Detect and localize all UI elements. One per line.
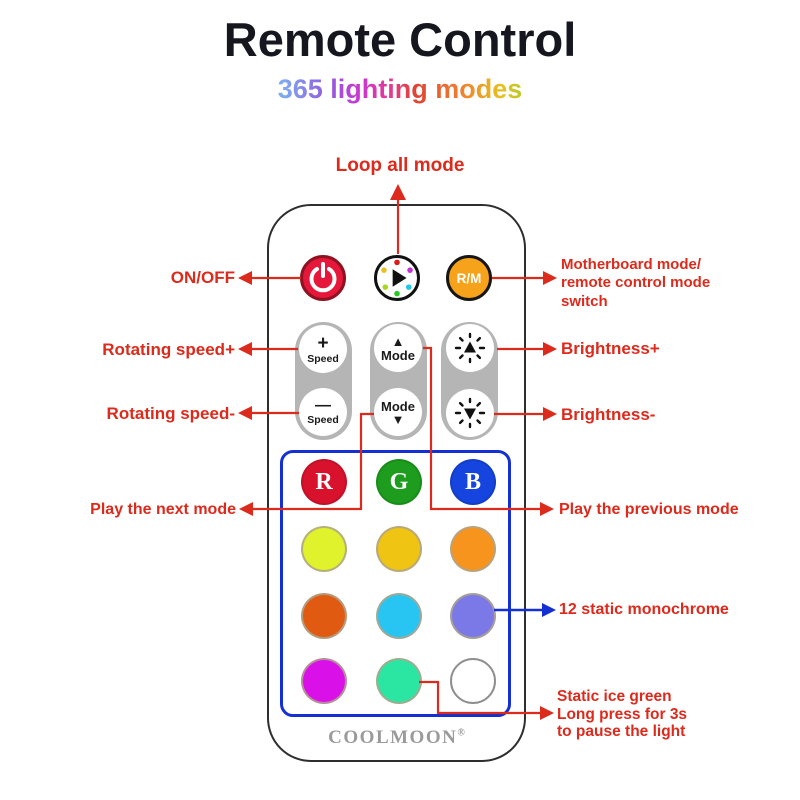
page-title: Remote Control — [223, 13, 577, 66]
color-button-red — [301, 459, 347, 505]
monochrome-arrowhead — [542, 603, 556, 617]
annotation-line-text: Motherboard mode/ — [561, 256, 702, 273]
annotation-line-text: switch — [561, 292, 608, 310]
play-next-arrowhead — [239, 502, 253, 516]
loop-all-mode-button — [374, 255, 420, 301]
rm-button-label: R/M — [456, 270, 482, 286]
brightness-down-icon — [454, 397, 486, 429]
power-icon — [303, 258, 343, 298]
annotation-brightness-minus: Brightness- — [561, 405, 656, 424]
mode-up-button — [374, 324, 422, 372]
annotation-12-static-monochrome: 12 static monochrome — [559, 601, 729, 618]
color-button-orange-red — [301, 593, 347, 639]
loop-play-icon — [377, 258, 417, 298]
speed-up-label: Speed — [307, 352, 339, 365]
plus-sign: + — [317, 332, 329, 354]
brightness-down-button — [446, 389, 494, 437]
color-button-green — [376, 459, 422, 505]
brand-name: COOLMOON — [328, 727, 458, 748]
play-previous-arrowhead — [540, 502, 554, 516]
brightness-plus-arrowhead — [543, 342, 557, 356]
annotation-motherboard-mode-switch — [561, 256, 710, 311]
registered-mark: ® — [457, 727, 465, 739]
color-button-magenta — [301, 658, 347, 704]
speed-down-label: Speed — [307, 414, 339, 427]
color-button-orange — [450, 526, 496, 572]
annotation-static-ice-green — [557, 688, 687, 741]
color-button-golden-yellow — [376, 526, 422, 572]
color-button-blue — [450, 459, 496, 505]
loop-arrowhead — [390, 184, 406, 200]
speed-minus-arrowhead — [238, 406, 252, 420]
annotation-play-next-mode: Play the next mode — [90, 501, 236, 518]
brand-logo — [267, 727, 526, 749]
speed-plus-arrowhead — [238, 342, 252, 356]
mode-down-button — [374, 388, 422, 436]
red-button-label: R — [315, 468, 333, 495]
blue-button-label: B — [464, 468, 481, 495]
power-button — [300, 255, 346, 301]
color-button-ice-green — [376, 658, 422, 704]
annotation-on-off: ON/OFF — [170, 268, 235, 287]
annotation-line-text: remote control mode — [561, 274, 711, 292]
rm-mode-switch-button — [446, 255, 492, 301]
speed-up-button — [299, 325, 347, 373]
ice-green-arrowhead — [540, 706, 554, 720]
mode-down-label: Mode — [381, 398, 415, 414]
brightness-minus-arrowhead — [543, 407, 557, 421]
page-subtitle: 365 lighting modes — [230, 74, 570, 105]
color-button-purple — [450, 593, 496, 639]
annotation-brightness-plus: Brightness+ — [561, 339, 660, 358]
color-button-yellow-green — [301, 526, 347, 572]
annotation-rotating-speed-plus: Rotating speed+ — [102, 340, 235, 359]
brightness-up-icon — [454, 332, 486, 364]
on-off-arrowhead — [238, 271, 252, 285]
color-button-white — [450, 658, 496, 704]
annotation-line-text: Static ice green — [557, 688, 672, 705]
mode-up-arrow-icon: ▲ — [391, 333, 405, 349]
annotation-play-previous-mode: Play the previous mode — [559, 501, 739, 518]
mode-down-arrow-icon: ▼ — [391, 411, 405, 427]
annotation-line-text: Long press for 3s — [557, 705, 688, 723]
annotation-line-text: to pause the light — [557, 723, 686, 741]
minus-sign: — — [315, 397, 331, 415]
annotation-loop-all-mode: Loop all mode — [335, 155, 465, 176]
rm-arrowhead — [543, 271, 557, 285]
green-button-label: G — [389, 468, 409, 495]
mode-up-label: Mode — [381, 347, 415, 363]
annotation-rotating-speed-minus: Rotating speed- — [106, 404, 235, 423]
color-button-cyan — [376, 593, 422, 639]
brightness-up-button — [446, 324, 494, 372]
speed-down-button — [299, 388, 347, 436]
